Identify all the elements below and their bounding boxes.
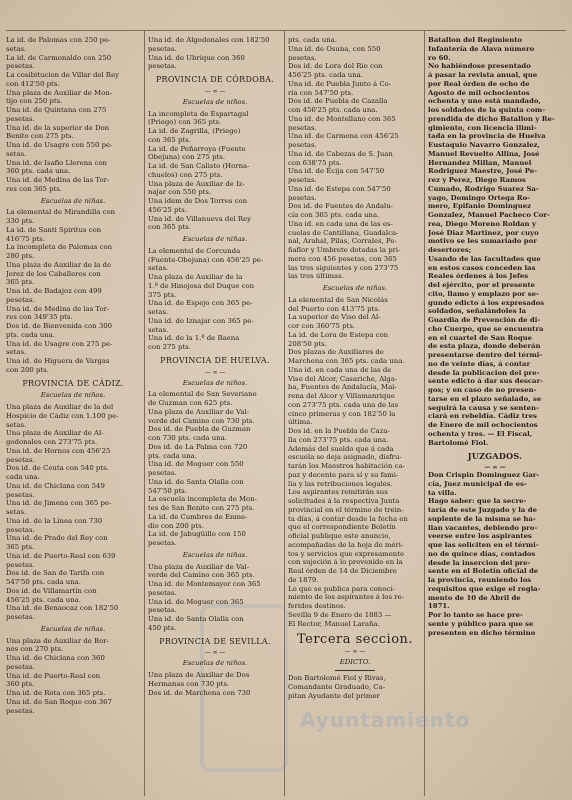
column-divider: [424, 30, 425, 796]
text-line: Una idem de Dos Torres con: [148, 197, 248, 205]
text-line: no de quince días, contados: [428, 549, 536, 558]
text-line: rena del Alcor y Villamanrique: [288, 392, 395, 400]
text-line: Una id. de Carmona con 456'25: [288, 132, 399, 141]
subsection-heading: Escuelas de niños.: [182, 378, 248, 387]
text-line: La cosibitucion de Villar del Rey: [6, 71, 120, 79]
text-line: dio con 200 pts.: [148, 521, 204, 530]
section-heading: PROVINCIA DE CÁDIZ.: [22, 378, 124, 388]
text-line: la provincia, reuniendo los: [428, 576, 532, 584]
text-line: Hospicio de Cádiz con 1.100 pe-: [6, 411, 119, 420]
text-line: Agosto de mil ochocientos: [428, 88, 530, 97]
text-line: Una id. de Iznajar con 365 pe-: [148, 316, 254, 325]
text-line: 547'50 pts.: [148, 486, 187, 495]
text-line: res con 365 pts.: [6, 184, 62, 193]
text-line: pesetas.: [6, 295, 35, 304]
text-line: verde del Camino con 730 pts.: [148, 416, 255, 425]
text-line: á pasar la revista anual, que: [428, 71, 538, 79]
text-line: La id. de Santi Spiritus con: [6, 225, 102, 234]
text-line: pesetas.: [148, 606, 177, 615]
text-line: Una id. de Écija con 547'50: [288, 167, 385, 176]
text-line: Una id. de Algodonales con 182'50: [148, 36, 270, 44]
text-line: Una plaza de Auxiliar de Val-: [148, 562, 250, 571]
text-line: Dos id. de San de Tarifa con: [6, 569, 105, 578]
text-line: Rodriguez Maestre, José Pe-: [428, 167, 538, 176]
text-line: pts. cada una.: [6, 330, 55, 339]
text-line: tos y servicios que expresamente: [288, 549, 405, 558]
text-line: Una id. de Prado del Rey con: [6, 534, 108, 543]
text-line: por Real órden de ocho de: [428, 79, 530, 88]
text-line: La elemental de Mirandilla con: [6, 208, 116, 217]
text-line: Una plaza de Auxiliar de la del: [6, 403, 114, 411]
text-line: de Enero de mil ochocientos: [428, 421, 538, 429]
text-line: en el cuartel de San Roque: [428, 333, 533, 342]
text-line: Dos id. de Villamartín con: [6, 586, 97, 595]
text-line: Una id. de Hornos con 456'25: [6, 446, 111, 455]
text-line: oficial publique este anuncio,: [288, 532, 391, 540]
subsection-heading: Escuelas de niños.: [182, 659, 248, 668]
text-line: 208'50 pts.: [288, 339, 327, 348]
text-line: con 365 pts.: [148, 135, 191, 144]
text-line: ta villa.: [428, 488, 457, 497]
text-line: Viso del Alcor, Casariche, Alga-: [288, 374, 398, 383]
text-line: requisitos que exige el regla-: [428, 584, 541, 593]
ornament: — ∞ —: [484, 464, 506, 471]
text-line: presentarse dentro del térmi-: [428, 351, 543, 359]
text-line: Una id. de Osuna, con 550: [288, 44, 381, 53]
text-line: pesetas.: [6, 490, 35, 499]
text-line: 360 pts. cada una.: [6, 167, 71, 176]
text-line: Una id. de San Roque con 367: [6, 697, 112, 706]
text-line: tijo con 250 pts.: [6, 97, 63, 106]
text-line: ro 60.: [428, 53, 451, 62]
ornament: — ∞ —: [204, 649, 226, 657]
text-line: Una plaza de Auxiliar de Mon-: [6, 88, 113, 97]
text-line: Dos id. de Bienvenida con 300: [6, 322, 112, 330]
text-line: Dos id. de Lora del Rio con: [288, 62, 383, 71]
text-line: Una id. de la Línea con 730: [6, 516, 103, 525]
text-line: cho Cuerpo, que se encuentra: [428, 324, 544, 333]
text-line: ba, Fuentes de Andalucía, Mai-: [288, 383, 397, 392]
text-line: de 1879.: [288, 575, 319, 584]
text-line: cito, llamo y emplazo por se-: [428, 289, 539, 298]
text-line: sente edicto á dar sus descar-: [428, 377, 544, 386]
text-line: pts. cada una.: [288, 36, 337, 44]
text-line: cuelas de Cantillana, Guadalca-: [288, 228, 399, 237]
text-line: Una id. de Moguer con 365: [148, 597, 244, 606]
text-column-2: [148, 36, 282, 796]
text-line: La id. de Jabugüillo con 150: [148, 530, 246, 539]
text-line: Una plaza de Auxiliar de Al-: [6, 429, 104, 438]
text-line: nos con 270 pts.: [6, 645, 64, 654]
text-line: Obejuna) con 275 pts.: [148, 153, 226, 162]
text-column-4: [428, 36, 562, 796]
text-line: Eustaquio Navarro Gonzalez,: [428, 141, 540, 149]
text-line: Infantería de Alava número: [428, 44, 535, 53]
text-line: (Priego) con 365 pts.: [148, 118, 222, 127]
text-line: nal, Arahal, Pilas, Corrales, Pe-: [288, 237, 397, 246]
text-line: que las soliciten en el térmi-: [428, 541, 539, 549]
text-line: Don Bartolomé Fiol y Rivas,: [288, 674, 386, 682]
text-line: 1.ª de Hinojosa del Duque con: [148, 281, 255, 290]
subsection-heading: Escuelas de niñas.: [40, 196, 106, 205]
ornament: — ∞ —: [204, 368, 226, 376]
text-line: Una id. de Chiclana con 549: [6, 481, 105, 490]
text-line: La id. de Carmonaldo con 250: [6, 53, 112, 62]
text-line: Una id. de Santa Olalla con: [148, 477, 244, 486]
text-line: no de veinte días, á contar: [428, 359, 531, 368]
watermark-text: Ayuntamiento: [300, 708, 471, 732]
text-line: La id. de Cumbres de Enme-: [148, 512, 248, 521]
text-line: Dos id. de Ceuta con 540 pts.: [6, 464, 109, 473]
text-line: las tres siguientes y con 273'75: [288, 263, 399, 272]
text-line: pesetas.: [288, 53, 317, 62]
text-line: Dos plazas de Auxiliares de: [288, 348, 384, 357]
text-line: Una id. de Jimena con 365 pe-: [6, 499, 112, 508]
text-line: 330 pts.: [6, 217, 35, 225]
text-line: tada en la provincia de Huelva: [428, 132, 546, 141]
text-line: ochenta y uno está mandado,: [428, 97, 541, 106]
text-line: 365 pts.: [6, 278, 35, 287]
text-line: Una id. de Puebla Junto á Co-: [288, 79, 392, 88]
text-line: mento de 10 de Abril de: [428, 593, 521, 602]
section-title: Tercera seccion.: [296, 632, 414, 648]
text-line: pesetas.: [288, 141, 317, 149]
text-line: Una id. de Badajoz con 499: [6, 287, 102, 295]
section-heading: PROVINCIA DE SEVILLA.: [159, 636, 271, 646]
text-line: setas.: [6, 420, 27, 429]
text-line: cor con 360'75 pts.: [288, 322, 356, 330]
text-line: feridos destinos.: [288, 602, 346, 610]
text-line: Hernandez Millan, Manuel: [428, 158, 532, 167]
text-line: las tres últimas.: [288, 272, 344, 281]
text-line: pesetas.: [148, 588, 177, 597]
text-line: tarse en el plazo señalado, se: [428, 394, 542, 403]
text-line: veerse entre los aspirantes: [428, 532, 532, 541]
text-line: res con 349'35 pts.: [6, 313, 73, 322]
text-line: El Rector, Manuel Laraña.: [288, 619, 380, 628]
text-line: Una id. de Montemayor con 365: [148, 580, 261, 588]
subsection-heading: Escuelas de niños.: [40, 391, 106, 400]
text-line: rea, Diego Moreno Roldan y: [428, 219, 536, 228]
text-line: Una id. de Santa Olalla con: [148, 615, 244, 623]
text-line: Dos id. de Puebla de Guzman: [148, 425, 251, 434]
text-column-1: [6, 36, 140, 796]
text-line: 456'25 pts. cada una.: [6, 595, 81, 604]
text-line: setas.: [148, 308, 169, 316]
text-line: pesetas.: [148, 44, 177, 53]
text-line: Una plaza de Auxiliar de la de: [6, 260, 112, 269]
text-line: Dos id. en la Puebla de Caza-: [288, 427, 390, 435]
text-line: suplente de la misma se ha-: [428, 514, 536, 523]
text-line: del Puerto con 413'75 pts.: [288, 304, 380, 313]
text-line: Jerez de los Caballeros con: [6, 269, 101, 278]
text-line: setas.: [148, 264, 169, 273]
text-line: 416'75 pts.: [6, 234, 45, 243]
text-line: Una id. de Puerto-Real con 639: [6, 551, 116, 560]
text-line: La incompleta de Espartagal: [148, 109, 249, 118]
text-line: del ejército, por el presente: [428, 281, 536, 289]
text-line: Lo que se publica para conoci-: [288, 584, 395, 593]
text-line: La incompleta de Palomas con: [6, 243, 113, 252]
subsection-heading: Escuelas de niñas.: [182, 550, 248, 559]
text-line: gundo edicto á los expresados: [428, 298, 545, 307]
text-line: Sevilla 9 de Enero de 1883 —: [288, 610, 392, 619]
text-line: ochenta y tres. — El Fiscal,: [428, 429, 533, 438]
text-line: pesetas.: [6, 560, 35, 569]
text-line: setas.: [6, 44, 27, 53]
text-line: Una plaza de Auxiliar de Bor-: [6, 636, 109, 645]
text-line: Guardia de Prevención de di-: [428, 316, 541, 324]
text-line: escuela se deja asignado, disfru-: [288, 453, 402, 462]
text-line: pesetas.: [288, 176, 317, 184]
text-line: 280 pts.: [6, 252, 35, 260]
text-line: setas.: [6, 348, 27, 357]
text-line: Una id. de Estepa con 547'50: [288, 184, 391, 193]
text-line: Una id. de Isafio Llerena con: [6, 158, 107, 167]
text-line: con 456'25 pts. cada una.: [288, 106, 378, 114]
text-line: mero, Epifanio Dominguez: [428, 202, 532, 211]
text-line: Los aspirantes remitirán sus: [288, 488, 388, 497]
text-line: La elemental de San Severiano: [148, 390, 257, 399]
text-line: Dos id. de Marchena con 730: [148, 688, 251, 697]
text-line: Usando de las facultades que: [428, 254, 541, 263]
text-line: La id. de Palomas con 250 pe-: [6, 36, 111, 44]
text-line: Reales órdenes á los Jefes: [428, 272, 529, 281]
text-line: Una id. de la superior de Don: [6, 123, 110, 132]
text-line: 456'25 pts. cada una.: [288, 71, 363, 79]
text-line: pesetas.: [288, 123, 317, 132]
short-rule: [335, 670, 375, 671]
text-line: cada una.: [6, 473, 40, 481]
text-line: Don Crispin Dominguez Gar-: [428, 471, 540, 479]
text-line: Benito con 275 pts.: [6, 132, 74, 141]
text-line: pitan Ayudante del primer: [288, 691, 380, 700]
section-heading: JUZGADOS.: [467, 451, 523, 462]
text-line: pesetas.: [6, 706, 35, 715]
text-line: los soldados de la quinta com-: [428, 106, 546, 114]
text-line: Dos id. de La Palma con 720: [148, 442, 248, 451]
text-line: Una id. de Usagre con 550 pe-: [6, 141, 113, 149]
text-line: gos; y en caso de no presen-: [428, 386, 537, 394]
text-line: ria con 547'50 pts.: [288, 88, 354, 97]
text-line: yago, Domingo Ortega Ro-: [428, 193, 531, 202]
subsection-heading: Escuelas de niñas.: [182, 235, 248, 243]
text-line: La escuela incompleta de Mon-: [148, 495, 257, 504]
text-line: 375 pts.: [148, 290, 177, 299]
text-line: najar con 550 pts.: [148, 188, 212, 197]
text-line: La elemental de Corcunda: [148, 246, 241, 255]
text-line: Una plaza de Auxiliar de la: [148, 273, 243, 281]
text-line: de esta plaza, donde deberán: [428, 342, 541, 351]
text-line: sente y público para que se: [428, 619, 534, 628]
text-line: cía con 365 pts. cada una.: [288, 211, 380, 219]
text-line: miento de los aspirantes á los re-: [288, 593, 404, 602]
text-line: Comandante Graduado, Ca-: [288, 682, 386, 691]
text-line: provincial en el término de trein-: [288, 505, 404, 514]
text-line: Cumado, Rodrigo Suarez Sa-: [428, 184, 539, 193]
text-line: Hago saber: que la secre-: [428, 497, 527, 506]
text-line: pesetas.: [288, 193, 317, 202]
text-line: verde del Camino con 365 pts.: [148, 571, 255, 580]
text-line: Bartolomé Fiol.: [428, 438, 489, 447]
text-line: No habiéndose presentado: [428, 62, 531, 71]
text-line: Además del sueldo que á cada: [288, 444, 394, 453]
text-line: paz y decente para sí y su fami-: [288, 470, 399, 479]
text-line: pesetas.: [6, 62, 35, 71]
text-line: Una plaza de Auxiliar de Iz-: [148, 179, 245, 188]
text-line: soldados, señalándoles la: [428, 307, 527, 316]
text-line: pesetas.: [6, 525, 35, 534]
text-line: Una id. de Usagre con 275 pe-: [6, 339, 113, 348]
text-line: setas.: [148, 325, 169, 334]
text-line: 360 pts.: [6, 680, 35, 689]
text-line: prendida de dicho Batallon y Re-: [428, 114, 555, 123]
text-line: con 200 pts.: [6, 365, 49, 374]
text-line: setas.: [6, 508, 27, 516]
subsection-heading: Escuelas de niñas.: [322, 284, 388, 292]
text-line: Una id. de Cabezas de S. Juan: [288, 149, 393, 158]
text-line: lia y las retribuciones legales.: [288, 479, 393, 488]
text-line: Una id. de Rota con 365 pts.: [6, 689, 106, 697]
text-line: ñaflor y Umbrete dotadas la pri-: [288, 246, 401, 254]
text-line: ta días, á contar desde la fecha en: [288, 514, 408, 523]
text-line: desde la publicacion del pre-: [428, 368, 540, 377]
text-line: pesetas.: [148, 469, 177, 477]
text-line: La id. de Zagrilla, (Priego): [148, 127, 241, 135]
text-line: Una id. de Benaocaz con 182'50: [6, 604, 119, 613]
text-line: setas.: [6, 149, 27, 158]
text-line: gimiento, con licencia ilimi-: [428, 123, 537, 132]
text-line: en estos casos conceden las: [428, 263, 536, 272]
text-line: Una id. de Ubrique con 360: [148, 53, 245, 62]
text-line: que el correspondiente Boletín: [288, 523, 396, 532]
text-line: con 730 pts. cada una.: [148, 434, 227, 442]
text-line: rez y Perez, Diego Ramos: [428, 176, 526, 184]
text-line: cinco primeras y con 182'50 la: [288, 409, 396, 418]
text-line: solicitudes á la respectiva Junta: [288, 497, 400, 505]
text-line: Marchena con 365 pts. cada una.: [288, 357, 405, 365]
text-line: 1871.: [428, 602, 450, 611]
text-line: tes de San Benito con 275 pts.: [148, 504, 255, 512]
text-line: Batallon del Regimiento: [428, 36, 523, 44]
text-line: con 273'75 pts. cada una de las: [288, 400, 399, 409]
text-line: 456'25 pts.: [148, 205, 187, 214]
ornament: — ∞ —: [204, 87, 226, 95]
text-line: cía, Juez municipal de es-: [428, 479, 527, 488]
text-line: pesetas.: [6, 613, 35, 621]
text-line: 547'50 pts. cada una.: [6, 578, 81, 586]
text-line: de Guzman con 625 pts.: [148, 399, 233, 407]
text-line: Una id. de Espejo con 365 pe-: [148, 299, 253, 308]
text-line: godonales con 273'75 pts.: [6, 438, 98, 446]
text-line: Una id. de Medina de las Tor-: [6, 176, 110, 184]
text-line: La id. de Lora de Estepa con: [288, 330, 389, 339]
text-line: chuelos) con 275 pts.: [148, 170, 223, 179]
text-line: pts. cada una.: [148, 451, 197, 460]
text-line: llan vacantes, debiendo pro-: [428, 523, 538, 532]
text-line: con 638'75 pts.: [288, 158, 342, 167]
text-line: Una id. de Chiclana con 360: [6, 654, 105, 662]
text-line: 365 pts.: [6, 543, 35, 551]
text-line: pesetas.: [6, 662, 35, 671]
text-line: Una plaza de Auxiliar de Dos: [148, 671, 250, 679]
text-line: seguirá la causa y se senten-: [428, 403, 539, 412]
text-line: ciará en rebeldía. Cádiz tres: [428, 412, 537, 421]
text-line: Una id. en cada una de las es-: [288, 219, 393, 228]
text-line: Una id. de Moguer con 550: [148, 460, 244, 469]
text-line: (Fuente-Obejuna) con 456'25 pe-: [148, 255, 264, 264]
text-line: pesetas.: [6, 455, 35, 464]
text-line: La id. de Peñarroya (Fuente: [148, 144, 246, 153]
text-line: con 412'50 pts.: [6, 79, 60, 88]
text-line: Una id. de Medina de las Tor-: [6, 304, 110, 313]
text-line: Hermanas con 730 pts.: [148, 679, 230, 688]
ornament: — ∞ —: [344, 648, 366, 656]
subsection-heading: Escuelas de niñas.: [40, 624, 106, 633]
text-line: lla con 273'75 pts. cada una.: [288, 435, 389, 444]
text-line: 450 pts.: [148, 623, 177, 632]
text-line: Una id. de Montellano con 365: [288, 114, 396, 123]
text-line: La elemental de San Nicolás: [288, 295, 388, 304]
text-line: José Diaz Martinez, por cuyo: [428, 228, 539, 237]
text-line: pesetas.: [148, 539, 177, 547]
text-line: Una id. de la 1.ª de Baena: [148, 334, 240, 343]
text-line: mera con 456 pesetas, con 365: [288, 254, 397, 263]
text-line: pesetas.: [148, 62, 177, 71]
text-line: taría de este Juzgado y la de: [428, 506, 537, 514]
text-line: Por lo tanto se hace pre-: [428, 611, 523, 619]
text-line: última.: [288, 418, 313, 427]
text-line: La superior de Viso del Al-: [288, 313, 381, 322]
section-heading: PROVINCIA DE CÓRDOBA.: [155, 75, 275, 84]
section-heading: PROVINCIA DE HUELVA.: [160, 355, 270, 365]
text-line: Una id. de Puerto-Real con: [6, 671, 101, 680]
text-line: sente en el Boletín oficial de: [428, 567, 539, 576]
text-line: Dos id. de Puebla de Cazalla: [288, 97, 388, 106]
text-line: Manuel Revuelto Allina, José: [428, 149, 540, 158]
text-line: pesetas.: [6, 114, 35, 123]
text-line: tarán los Maestros habitación ca-: [288, 462, 405, 470]
text-line: Una id. de Villanueva del Rey: [148, 214, 251, 223]
text-line: con 365 pts.: [148, 223, 191, 232]
text-line: acompañadas de la hoja de méri-: [288, 540, 404, 549]
text-line: Real órden de 14 de Diciembre: [288, 567, 397, 575]
column-divider: [144, 30, 145, 796]
text-line: presenten en dicho término: [428, 628, 536, 637]
text-line: con sujeción á lo prevenido en la: [288, 558, 403, 567]
text-line: desde la insercion del pre-: [428, 558, 531, 567]
text-line: Una id. de Quintana con 275: [6, 106, 107, 114]
text-line: Una id. en cada una de las de: [288, 365, 392, 374]
text-line: Dos id. de Fuentes de Andalu-: [288, 202, 393, 211]
subsection-heading: Escuelas de niños.: [182, 97, 248, 106]
text-line: desertores;: [428, 246, 472, 254]
text-column-3: [288, 36, 422, 796]
text-line: Una plaza de Auxiliar de Val-: [148, 407, 250, 416]
edict-title: EDICTO.: [339, 658, 371, 667]
text-line: motivo se les sumariado por: [428, 237, 537, 246]
text-line: Gonzalez, Manuel Pacheco Cor-: [428, 211, 550, 219]
text-line: Una id. de Higuera de Vargas: [6, 357, 110, 365]
text-line: La id. de San Calisto (Horna-: [148, 162, 250, 170]
top-rule: [6, 30, 566, 31]
text-line: con 275 pts.: [148, 343, 191, 351]
